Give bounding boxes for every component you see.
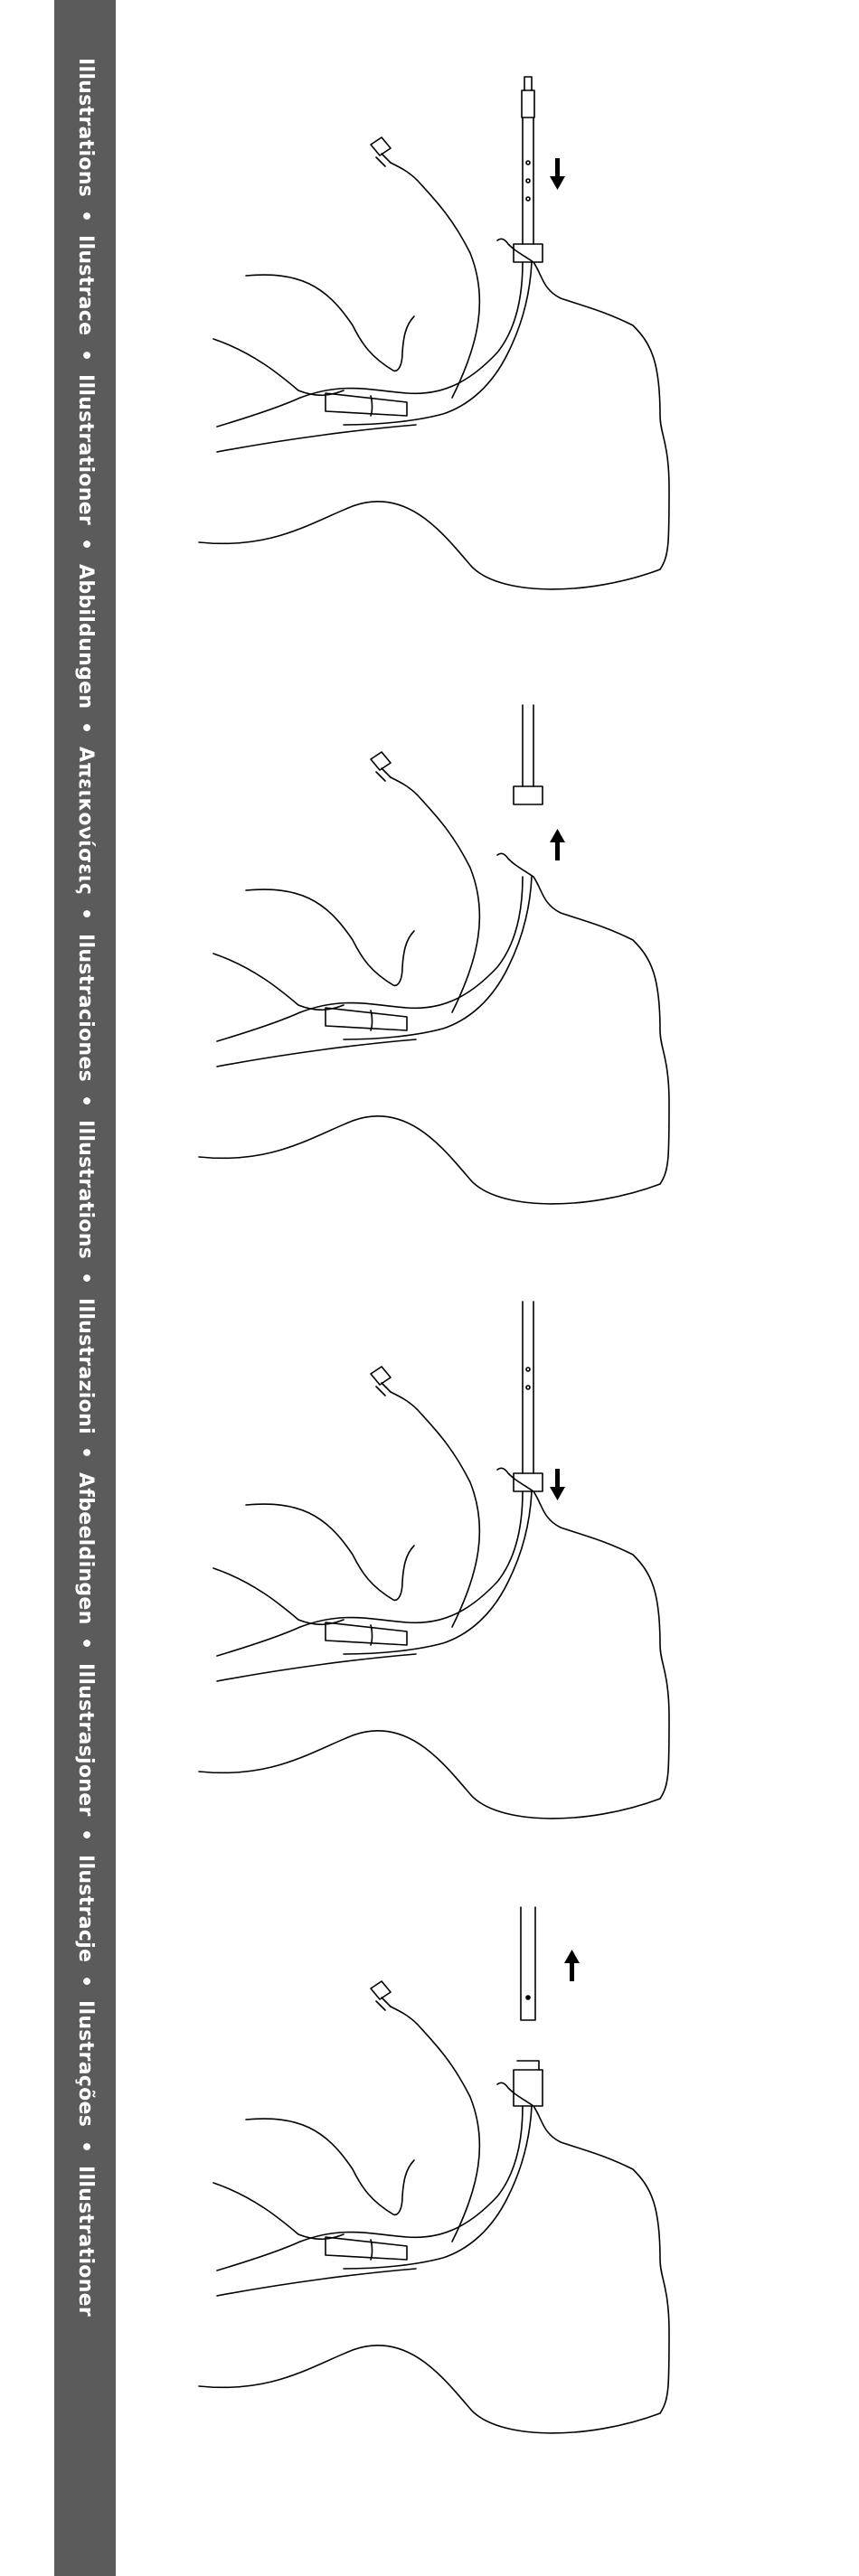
- head-outline: [199, 853, 669, 1204]
- sidebar-terms: [54, 0, 116, 2576]
- term-el: Απεικονίσεις: [74, 747, 97, 896]
- illustration-2: [181, 669, 723, 1247]
- term-en: Illustrations: [74, 58, 97, 198]
- separator: •: [74, 1446, 97, 1460]
- arrow-up-icon: [564, 1950, 580, 1981]
- separator: •: [74, 348, 97, 362]
- term-sv: Illustrationer: [74, 2165, 97, 2317]
- head-outline: [199, 239, 669, 589]
- illustration-1: [181, 54, 723, 633]
- tube-assembly: [300, 1302, 543, 1654]
- separator: •: [74, 720, 97, 735]
- term-no: Illustrasjoner: [74, 1662, 97, 1817]
- head-outline: [199, 2082, 669, 2433]
- stylet: [521, 1907, 535, 2020]
- separator: •: [74, 2139, 97, 2153]
- term-it: Illustrazioni: [74, 1297, 97, 1434]
- separator: •: [74, 1272, 97, 1285]
- term-nl: Afbeeldingen: [74, 1471, 97, 1625]
- illustration-4: [181, 1898, 723, 2477]
- arrow-down-icon: [550, 158, 565, 190]
- tube-assembly: [300, 705, 543, 1039]
- term-es: Ilustraciones: [74, 933, 97, 1082]
- arrow-down-icon: [550, 1469, 565, 1500]
- separator: •: [74, 1975, 97, 1988]
- term-da: Illustrationer: [74, 374, 97, 526]
- separator: •: [74, 1094, 97, 1108]
- term-pt: Ilustrações: [74, 2000, 97, 2128]
- separator: •: [74, 210, 97, 223]
- separator: •: [74, 1637, 97, 1650]
- language-sidebar: [54, 0, 116, 2576]
- tube-assembly: [300, 77, 543, 425]
- arrow-up-icon: [550, 829, 565, 860]
- head-outline: [199, 1468, 669, 1819]
- term-fr: Illustrations: [74, 1120, 97, 1260]
- term-de: Abbildungen: [74, 563, 97, 709]
- tube-assembly: [300, 1981, 543, 2269]
- separator: •: [74, 538, 97, 551]
- term-cs: Ilustrace: [74, 235, 97, 336]
- separator: •: [74, 907, 97, 921]
- separator: •: [74, 1829, 97, 1842]
- term-pl: Ilustracje: [74, 1854, 97, 1963]
- illustration-3: [181, 1283, 723, 1862]
